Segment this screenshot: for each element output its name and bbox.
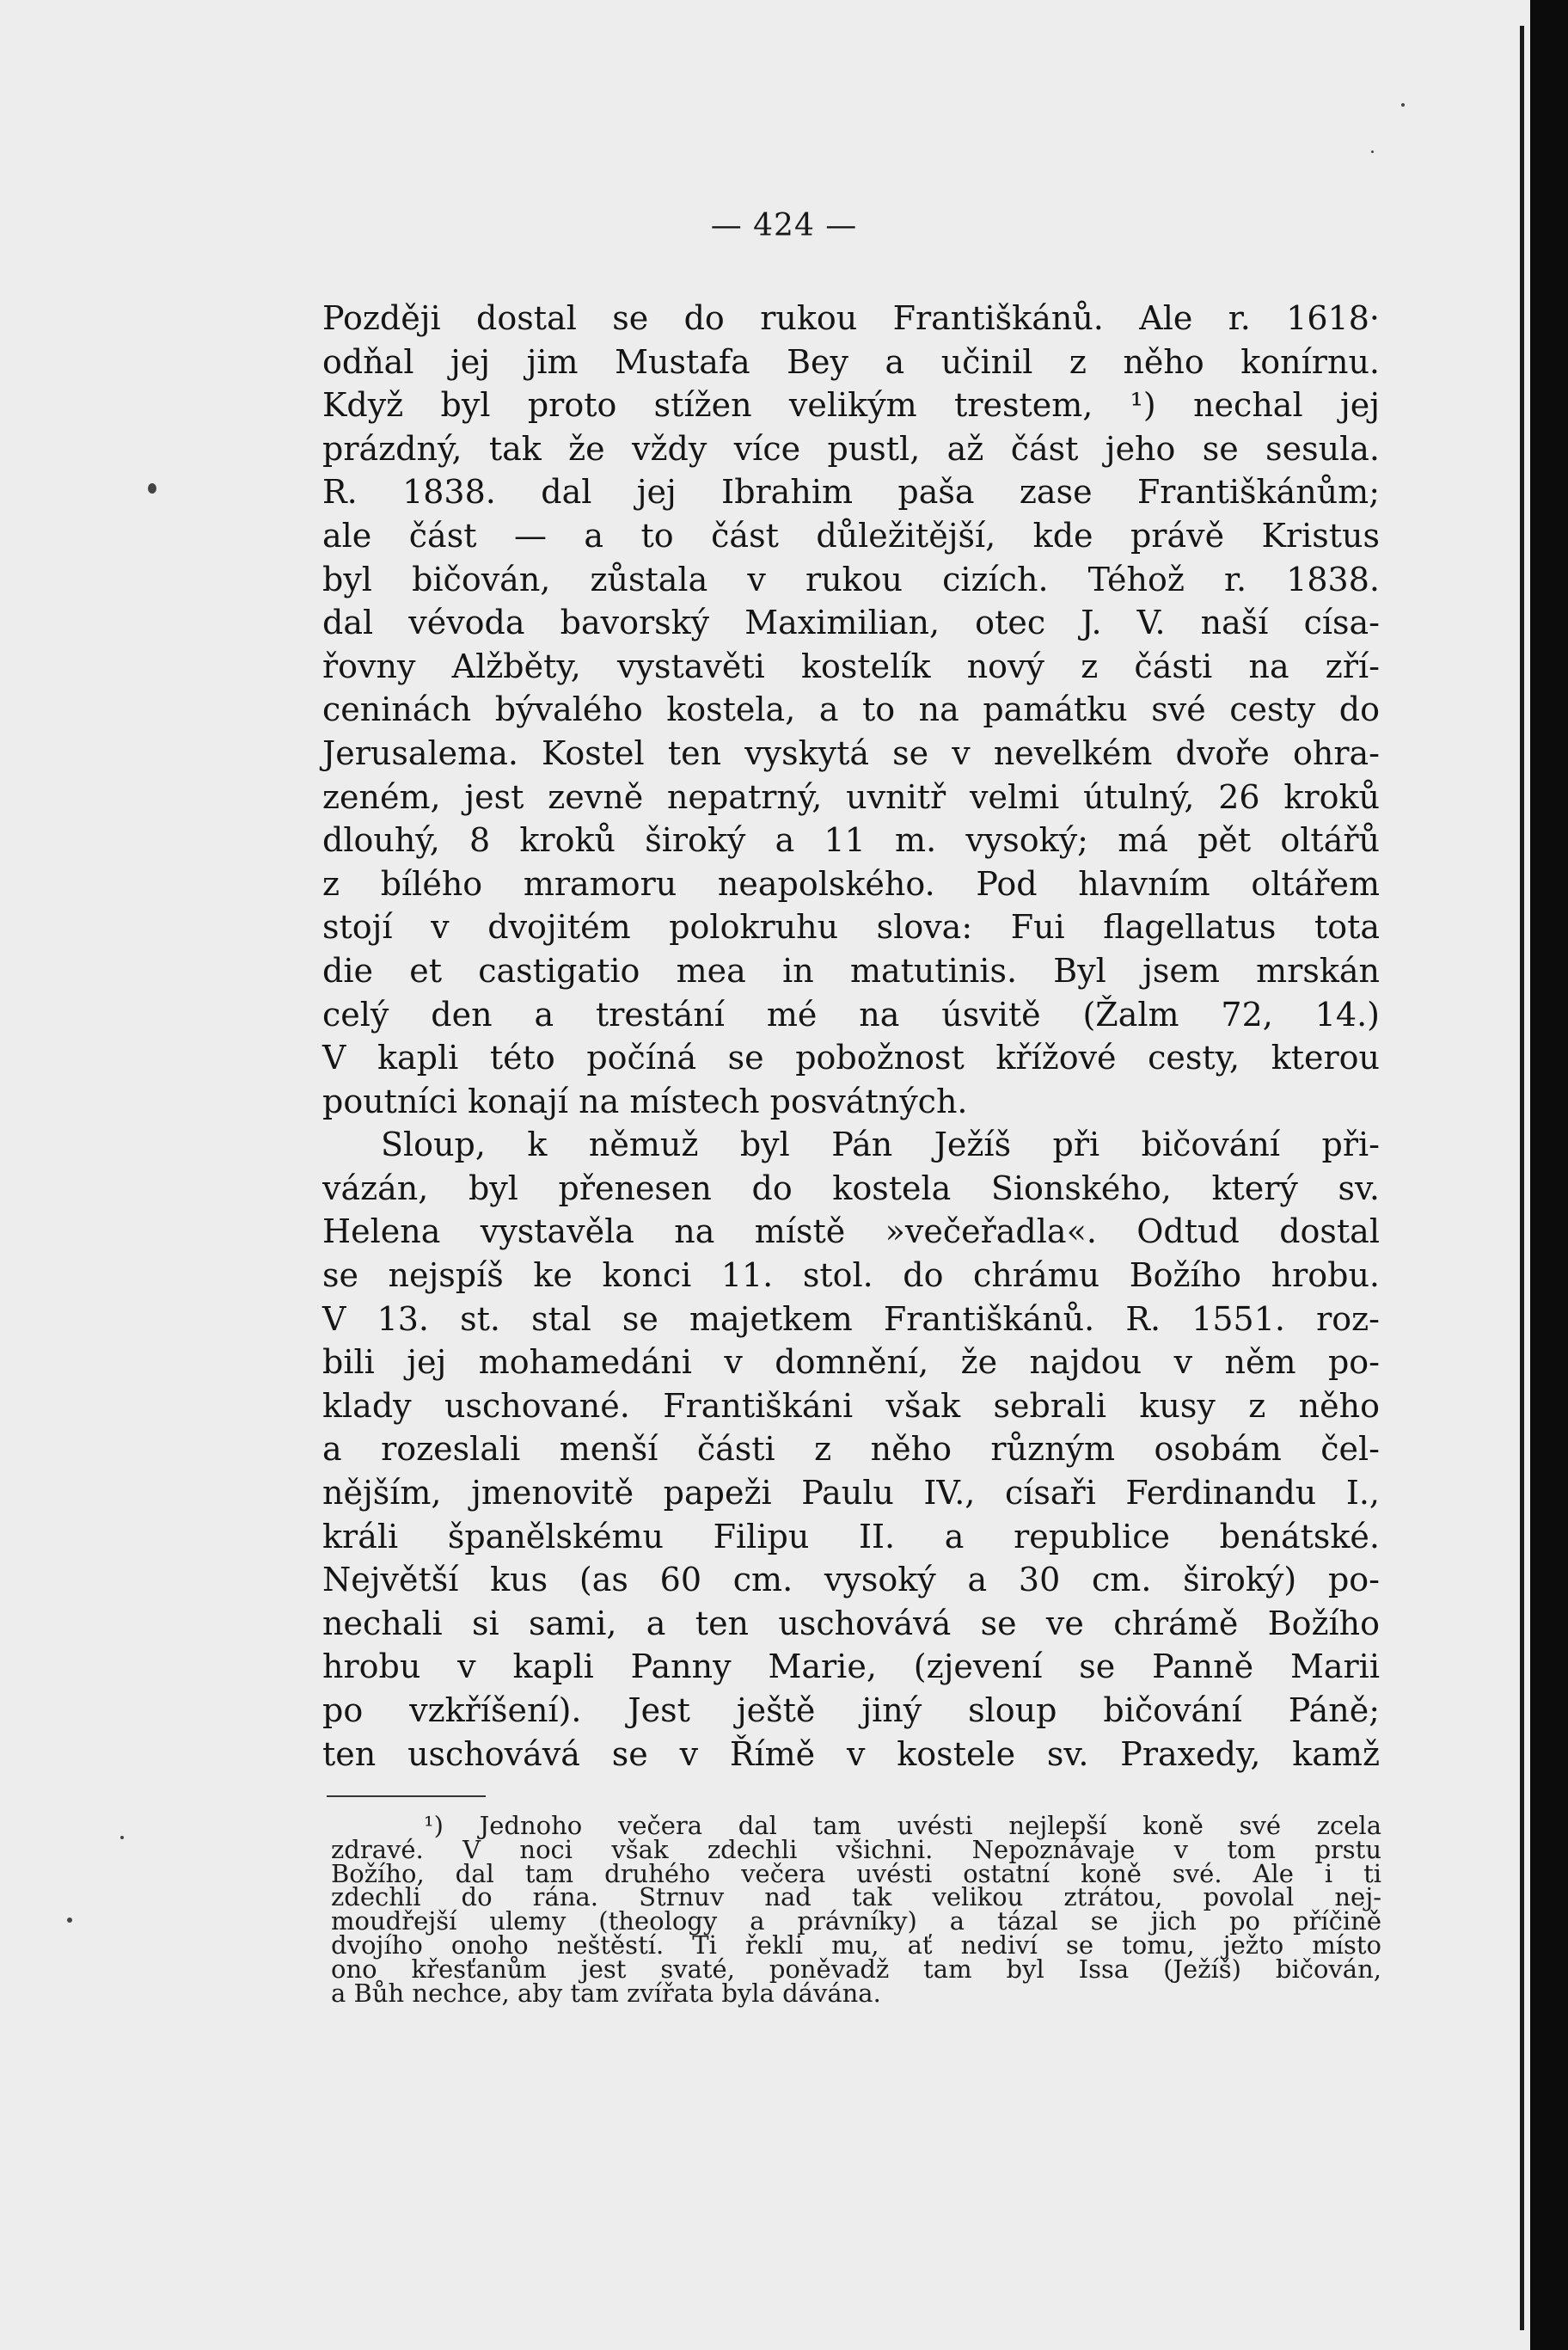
text-line: z bílého mramoru neapolského. Pod hlavním oltářem (322, 864, 1380, 903)
text-line: ceninách bývalého kostela, a to na památku své cesty do (322, 690, 1380, 729)
text-line: hrobu v kapli Panny Marie, (zjevení se Panně Marii (322, 1647, 1380, 1686)
scan-speck (120, 1836, 124, 1839)
footnote (331, 1811, 1381, 2008)
text-line: stojí v dvojitém polokruhu slova: Fui flagellatus tota (322, 908, 1380, 947)
text-line: se nejspíš ke konci 11. stol. do chrámu Božího hrobu. (322, 1256, 1380, 1295)
footnote-line: Božího, dal tam druhého večera uvésti ostatní koně své. Ale i ti (331, 1858, 1381, 1888)
scan-speck (1371, 150, 1374, 153)
text-line: Helena vystavěla na místě »večeřadla«. Odtud dostal (322, 1212, 1380, 1251)
text-line: Když byl proto stížen velikým trestem, ¹) nechal jej (322, 386, 1380, 425)
text-line: Největší kus (as 60 cm. vysoký a 30 cm. široký) po- (322, 1561, 1380, 1599)
scan-speck (67, 1917, 72, 1923)
main-text (322, 297, 1380, 1776)
scan-speck (1401, 103, 1405, 107)
footnote-line: moudřejší ulemy (theology a právníky) a tázal se jich po příčině (331, 1906, 1381, 1936)
footnote-line: zdechli do rána. Strnuv nad tak velikou ztrátou, povolal nej- (331, 1882, 1381, 1912)
footnote-line: ¹) Jednoho večera dal tam uvésti nejlepší koně své zcela (424, 1811, 1381, 1840)
page-number: — 424 — (710, 208, 858, 243)
text-line: a rozeslali menší části z něho různým osobám čel- (322, 1430, 1380, 1469)
text-line: nějším, jmenovitě papeži Paulu IV., císaři Ferdinandu I., (322, 1474, 1380, 1512)
text-line: nechali si sami, a ten uschovává se ve chrámě Božího (322, 1604, 1380, 1642)
scan-edge (1530, 0, 1568, 2350)
text-line: po vzkříšení). Jest ještě jiný sloup bičování Páně; (322, 1691, 1380, 1729)
scan-speck (148, 483, 156, 494)
footnote-divider (327, 1795, 486, 1797)
footnote-line: zdravé. V noci však zdechli všichni. Nepoznávaje v tom prstu (331, 1834, 1381, 1864)
text-line: Později dostal se do rukou Františkánů. Ale r. 1618· (322, 299, 1380, 337)
footnote-line: a Bůh nechce, aby tam zvířata byla dávána. (331, 1978, 881, 2008)
text-line: Jerusalema. Kostel ten vyskytá se v nevelkém dvoře ohra- (322, 733, 1380, 772)
text-line: ten uschovává se v Římě v kostele sv. Praxedy, kamž (322, 1734, 1380, 1773)
text-line: R. 1838. dal jej Ibrahim paša zase Františkánům; (322, 473, 1380, 512)
text-line: odňal jej jim Mustafa Bey a učinil z něho konírnu. (322, 342, 1380, 381)
text-line: prázdný, tak že vždy více pustl, až část jeho se sesula. (322, 429, 1380, 468)
text-line: byl bičován, zůstala v rukou cizích. Téhož r. 1838. (322, 560, 1380, 598)
text-line: V kapli této počíná se pobožnost křížové cesty, kterou (322, 1039, 1380, 1077)
text-line: bili jej mohamedáni v domnění, že najdou v něm po- (322, 1343, 1380, 1382)
footnote-line: dvojího onoho neštěstí. Ti řekli mu, ať nediví se tomu, ježto místo (331, 1930, 1381, 1960)
text-line: ale část — a to část důležitější, kde právě Kristus (322, 516, 1380, 555)
text-line: V 13. st. stal se majetkem Františkánů. R. 1551. roz- (322, 1299, 1380, 1338)
text-line: klady uschované. Františkáni však sebrali kusy z něho (322, 1386, 1380, 1425)
text-line: řovny Alžběty, vystavěti kostelík nový z části na zří- (322, 647, 1380, 685)
footnote-line: ono křesťanům jest svaté, poněvadž tam byl Issa (Ježíš) bičován, (331, 1954, 1381, 1984)
text-line: králi španělskému Filipu II. a republice benátské. (322, 1517, 1380, 1555)
text-line: celý den a trestání mé na úsvitě (Žalm 72, 14.) (322, 995, 1380, 1034)
text-line: vázán, byl přenesen do kostela Sionského, který sv. (322, 1169, 1380, 1207)
text-line: zeném, jest zevně nepatrný, uvnitř velmi útulný, 26 kroků (322, 777, 1380, 816)
text-line: die et castigatio mea in matutinis. Byl jsem mrskán (322, 951, 1380, 990)
text-line: Sloup, k němuž byl Pán Ježíš při bičování při- (381, 1126, 1380, 1164)
scan-gutter-line (1520, 26, 1524, 2330)
text-line: dlouhý, 8 kroků široký a 11 m. vysoký; má pět oltářů (322, 821, 1380, 860)
text-line: poutníci konají na místech posvátných. (322, 1082, 968, 1120)
text-line: dal vévoda bavorský Maximilian, otec J. V. naší císa- (322, 604, 1380, 642)
